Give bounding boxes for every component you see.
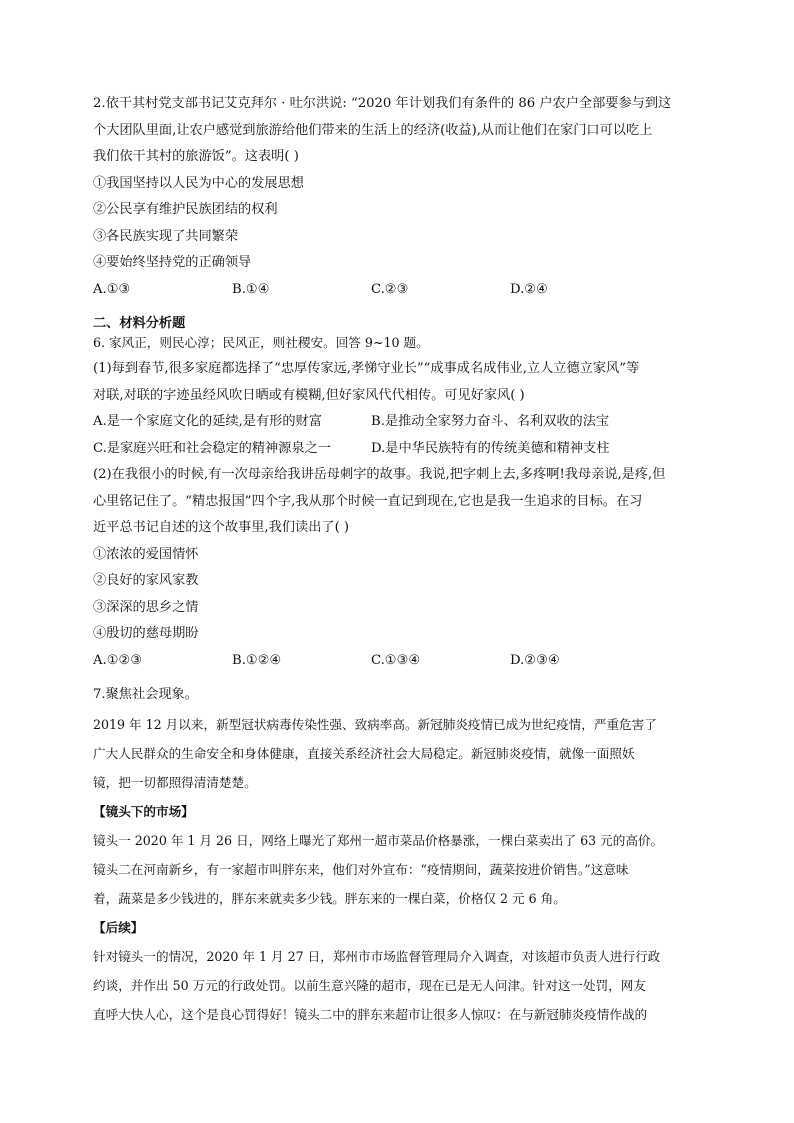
answer-choices-row: [93, 409, 703, 436]
choice-a: A.是一个家庭文化的延续,是有形的财富: [93, 414, 322, 429]
question-7-material: [93, 710, 703, 1029]
material-line: 针对镜头一的情况，2020 年 1 月 27 日，郑州市市场监督管理局介入调查，对该超市负责人进行行政: [93, 949, 661, 964]
material-heading: 【后续】: [93, 920, 144, 935]
question-stem-line: 我们依干其村的旅游饭”。这表明( ): [93, 149, 299, 164]
question-stem-line: 对联,对联的字迹虽经风吹日晒或有模糊,但好家风代代相传。可见好家风( ): [93, 387, 525, 403]
question-stem-line: (2)在我很小的时候,有一次母亲给我讲岳母刺字的故事。我说,把字刺上去,多疼啊!我母亲说,是疼,但: [93, 467, 666, 482]
choice-b: B.①④: [232, 281, 270, 297]
question-6-part-2: [93, 462, 703, 674]
option-item: ①我国坚持以人民为中心的发展思想: [93, 175, 304, 191]
choice-a: A.①③: [93, 281, 131, 297]
material-line: 2019 年 12 月以来，新型冠状病毒传染性强、致病率高。新冠肺炎疫情已成为世纪疫情，严重危害了: [93, 717, 657, 732]
option-item: ②公民享有维护民族团结的权利: [93, 202, 278, 217]
option-item: ④要始终坚持党的正确领导: [93, 255, 252, 270]
question-6-part-1: [93, 356, 703, 462]
question-6: [93, 332, 703, 354]
question-7: [93, 682, 703, 708]
option-item: ①浓浓的爱国情怀: [93, 546, 199, 562]
question-stem-line: 心里铭记住了。“精忠报国”四个字,我从那个时候一直记到现在,它也是我一生追求的目标。在习: [93, 493, 643, 509]
material-line: 着，蔬菜是多少钱进的，胖东来就卖多少钱。胖东来的一棵白菜，价格仅 2 元 6 角。: [93, 891, 566, 906]
material-line: 广大人民群众的生命安全和身体健康，直接关系经济社会大局稳定。新冠肺炎疫情，就像一面照妖: [93, 746, 635, 761]
choice-c: C.②③: [371, 281, 409, 297]
question-stem-line: 个大团队里面,让农户感觉到旅游给他们带来的生活上的经济(收益),从而让他们在家门口可以吃上: [93, 122, 653, 138]
material-line: 直呼大快人心，这个是良心罚得好！镜头二中的胖东来超市让很多人惊叹：在与新冠肺炎疫情作战的: [93, 1007, 648, 1022]
choice-b: B.①②④: [232, 652, 282, 668]
choice-d: D.是中华民族特有的传统美德和精神支柱: [371, 440, 610, 456]
question-title: 7.聚焦社会现象。: [93, 687, 198, 702]
material-line: 约谈，并作出 50 万元的行政处罚。以前生意兴隆的超市，现在已是无人问津。针对这一处罚，网友: [93, 978, 646, 993]
option-item: ②良好的家风家教: [93, 573, 199, 588]
choice-d: D.②③④: [510, 652, 560, 668]
material-heading: 【镜头下的市场】: [93, 804, 194, 819]
material-line: 镜头一 2020 年 1 月 26 日，网络上曝光了郑州一超市菜品价格暴涨，一棵白菜卖出了 63 元的高价。: [93, 833, 664, 848]
question-2: [93, 91, 703, 303]
choice-a: A.①②③: [93, 652, 143, 668]
choice-d: D.②④: [510, 281, 548, 297]
option-item: ③各民族实现了共同繁荣: [93, 228, 239, 244]
choice-b: B.是推动全家努力奋斗、名利双收的法宝: [371, 414, 610, 429]
section-title: 二、材料分析题: [93, 316, 186, 331]
answer-choices: [93, 277, 703, 304]
answer-choices-row: [93, 436, 703, 463]
material-line: 镜头二在河南新乡，有一家超市叫胖东来，他们对外宣布：“疫情期间，蔬菜按进价销售。”这意味: [93, 862, 629, 877]
question-stem-line: 近平总书记自述的这个故事里,我们读出了( ): [93, 520, 350, 535]
material-line: 镜，把一切都照得清清楚楚。: [93, 775, 257, 790]
choice-c: C.是家庭兴旺和社会稳定的精神源泉之一: [93, 440, 331, 456]
choice-c: C.①③④: [371, 652, 421, 668]
option-item: ③深深的思乡之情: [93, 599, 199, 615]
option-item: ④殷切的慈母期盼: [93, 626, 199, 641]
answer-choices: [93, 648, 703, 675]
question-stem-line: 2.依干其村党支部书记艾克拜尔 · 吐尔洪说: “2020 年计划我们有条件的 86 户农户全部要参与到这: [93, 96, 672, 111]
question-intro: 6. 家风正，则民心淳；民风正，则社稷安。回答 9~10 题。: [93, 335, 429, 350]
question-stem-line: (1)每到春节,很多家庭都选择了“忠厚传家远,孝悌守业长”“成事成名成伟业,立人立德立家风”等: [93, 361, 640, 376]
